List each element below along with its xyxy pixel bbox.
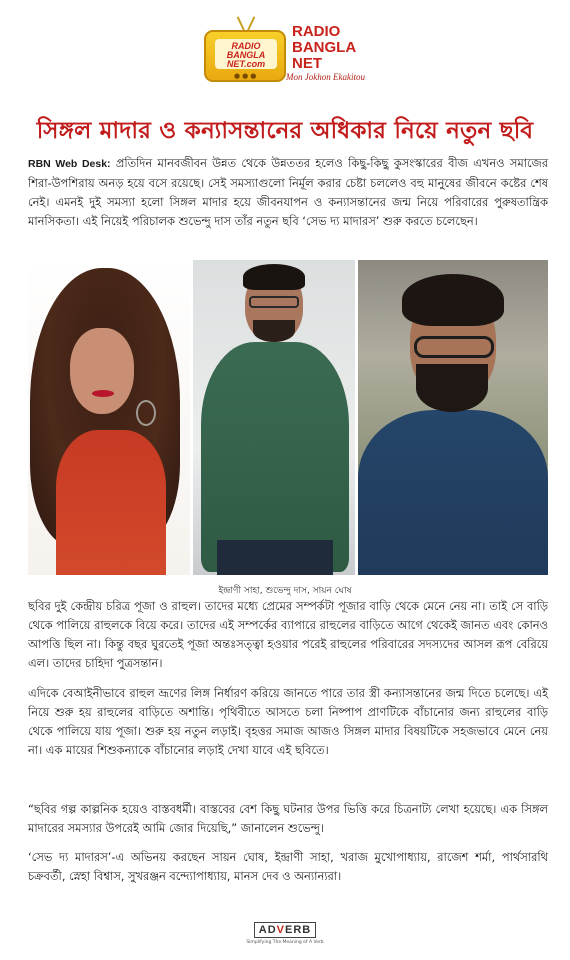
logo-screen-line2: BANGLA (226, 50, 266, 60)
beard (416, 364, 488, 412)
article-intro (28, 154, 548, 231)
site-header (0, 10, 570, 90)
article-paragraph-5: ‘সেভ দ্য মাদারস’-এ অভিনয় করছেন সায়ন ঘোষ, ইন্দ্রাণী সাহা, খরাজ মুখোপাধ্যায়, রাজেশ শর্মা, পার্থসারথি চক্রবর্তী, স্নেহা বিশ্বাস, সুখরঞ্জন বন্দ্যোপাধ্যায়, মানস দেব ও অন্যান্যরা। (28, 850, 548, 883)
blue-tshirt (358, 410, 548, 575)
article-paragraph-3: এদিকে বেআইনীভাবে রাহুল ভ্রূণের লিঙ্গ নির্ধারণ করিয়ে জানতে পারে তার স্ত্রী কন্যাসন্তানের জন্ম দিতে চলেছে। এই নিয়ে শুরু হয় রাহুলের বাড়িতে অশান্তি। পৃথিবীতে আসতে চলা নিষ্পাপ প্রাণটিকে বাঁচানোর জন্য রাহুলের বাড়ি থেকে পালিয়ে যায় পূজা। শুরু হয় নতুন লড়াই। বৃহত্তর সমাজ আজও সিঙ্গল মাদার বিষয়টিকে সহজভাবে মেনে নেয় না। এক মায়ের শিশুকন্যাকে বাঁচানোর লড়াই দেখা যাবে এই ছবিতে। (28, 686, 548, 757)
red-top (56, 430, 166, 575)
brand-line1: RADIO (292, 23, 341, 40)
glasses-icon (249, 296, 299, 308)
photo-caption: ইন্দ্রাণী সাহা, শুভেন্দু দাস, সায়ন ঘোষ (218, 586, 352, 596)
logo-screen-line1: RADIO (231, 41, 261, 51)
jeans (217, 540, 333, 575)
glasses-icon (414, 336, 494, 358)
green-sweater (201, 342, 349, 572)
brand-tagline: Mon Jokhon Ekakitou (286, 72, 365, 82)
adverb-pre: AD (258, 924, 277, 936)
brand-line3: NET (292, 55, 322, 72)
lips (92, 390, 114, 397)
adverb-v: V (276, 924, 285, 936)
hair (243, 264, 305, 290)
dateline: RBN Web Desk: (28, 158, 111, 170)
hair (402, 274, 504, 326)
brand-line2: BANGLA (292, 39, 357, 56)
article-paragraph-4: “ছবির গল্প কাল্পনিক হয়েও বাস্তবধর্মী। বাস্তবের বেশ কিছু ঘটনার উপর ভিত্তি করে চিত্রনাট্য লেখা হয়েছে। এক সিঙ্গল মাদারের সমস্যার উপরেই আমি জোর দিয়েছি,” জানালেন শুভেন্দু। (28, 802, 548, 835)
beard (253, 320, 295, 342)
intro-text: প্রতিদিন মানবজীবন উন্নত থেকে উন্নততর হলেও কিছু-কিছু কুসংস্কারের বীজ এখনও সমাজের শিরা-উপশিরায় অনড় হয়ে বসে রয়েছে। সেই সমস্যাগুলো নির্মূল করার চেষ্টা চললেও বহু মানুষের জীবনে কষ্টের শেষ নেই। এমনই দুই সমস্যা হলো সিঙ্গল মাদার হয়ে জীবনযাপন ও কন্যাসন্তানের জন্ম নিয়ে পরিবারের পুরুষতান্ত্রিক মানসিকতা। এই নিয়েই পরিচালক শুভেন্দু দাস তাঁর নতুন ছবি ‘সেভ দ্য মাদারস’ শুরু করতে চলেছেন। (28, 156, 549, 228)
brand-name[interactable] (292, 24, 356, 72)
face (70, 328, 134, 414)
adverb-tagline: Simplifying The Meaning of A Verb (246, 940, 324, 945)
radio-dots-icon: ●●● (234, 72, 259, 80)
radio-logo-icon[interactable] (204, 14, 286, 84)
radio-screen (215, 39, 277, 69)
radio-body (204, 30, 286, 82)
article-headline: সিঙ্গল মাদার ও কন্যাসন্তানের অধিকার নিয়ে নতুন ছবি (36, 118, 534, 144)
adverb-wordmark (254, 922, 316, 938)
logo-screen-line3: NET.com (226, 59, 266, 69)
article-paragraph-2: ছবির দুই কেন্দ্রীয় চরিত্র পূজা ও রাহুল। তাদের মধ্যে প্রেমের সম্পর্কটা পূজার বাড়ি থেকে মেনে নেয় না। তাই সে বাড়ি থেকে পালিয়ে রাহুলকে বিয়ে করে। তাদের এই সম্পর্কের ব্যাপারে রাহুলের বাড়িতে আগে থেকেই জানত এবং কোনও আপত্তি ছিল না। কিন্তু বছর ঘুরতেই পূজা অন্তঃসত্ত্বা হওয়ার পরেই রাহুলের পরিবারের সদস্যদের আসল রূপ বেরিয়ে এল। তাদের চাহিদা পুত্রসন্তান। (28, 599, 548, 670)
photo-woman (28, 260, 190, 575)
photo-man-glasses (358, 260, 548, 575)
earring-icon (136, 400, 156, 426)
photo-man-green-sweater (193, 260, 355, 575)
adverb-post: ERB (285, 924, 312, 936)
photo-strip (28, 260, 548, 575)
adverb-logo[interactable] (244, 918, 326, 945)
